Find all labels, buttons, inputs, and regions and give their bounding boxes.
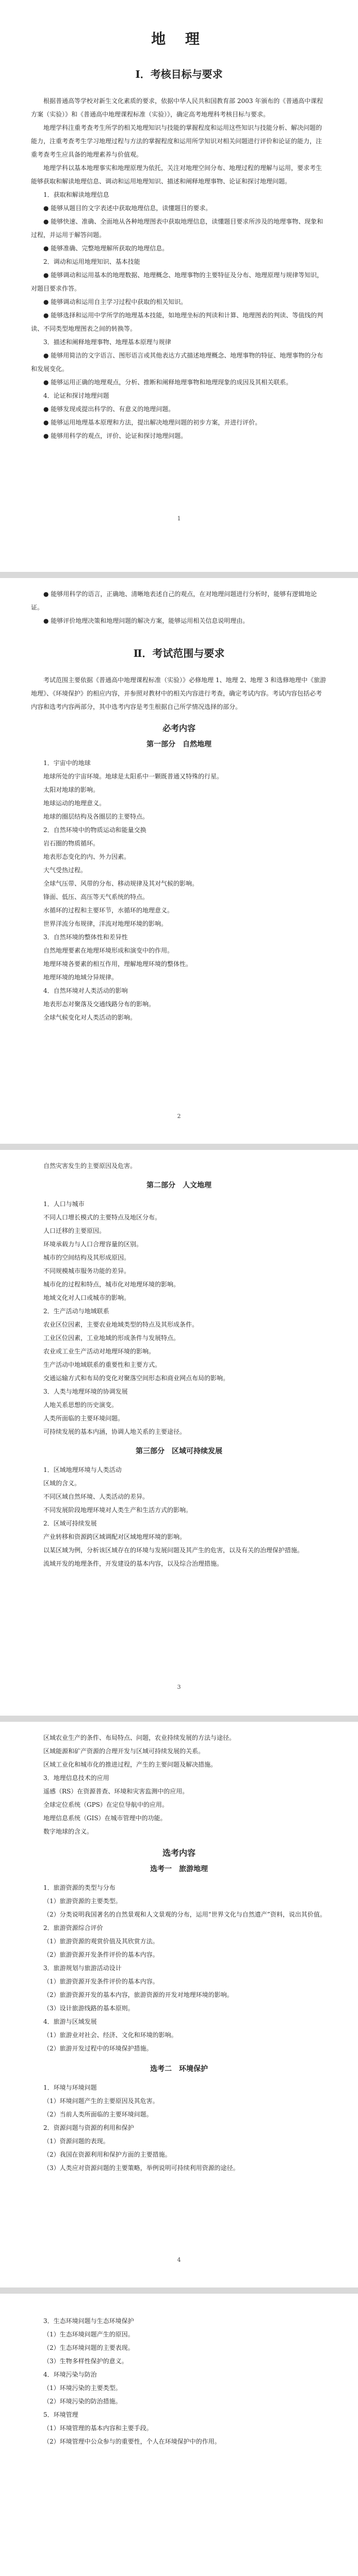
page-separator (0, 2287, 358, 2294)
list-item: 3．地理信息技术的应用 (43, 1774, 109, 1782)
paragraph: 地理学科以基本地理事实和地理原理为依托，关注对地理空间分布、地理过程的理解与运用，要求考生能够获取和解读地理信息、调动和运用地理知识、描述和阐释地理事物、论证和探讨地理问题。 (31, 164, 322, 185)
goal-item: ● 能够用科学的语言，正确地、清晰地表述自己的观点，在对地理问题进行分析时，能够有逻辑地论证。 (31, 590, 317, 611)
elective-2-continued (31, 2314, 327, 2448)
list-item: （1）旅游资源开发条件评价的基本内容。 (43, 1978, 159, 1985)
list-item: （1）环境管理的基本内容和主要手段。 (43, 2425, 153, 2432)
list-item: 3．旅游规划与旅游活动设计 (43, 1964, 122, 1972)
page-4 (0, 1722, 358, 2287)
part-3-title: 第三部分 区域可持续发展 (136, 1447, 222, 1455)
list-item: （2）分类说明我国著名的自然景观和人文景观的分布，运用“世界文化与自然遗产”资料，说出其价值。 (43, 1911, 326, 1918)
list-item: （1）环境问题产生的主要原因及其危害。 (43, 2097, 159, 2105)
goal-item: ● 能够用科学的观点，评价、论证和探讨地理问题。 (43, 432, 187, 439)
list-item: 水循环的过程和主要环节，水循环的地理意义。 (43, 907, 174, 914)
goal-item: ● 能够发现或提出科学的、有意义的地理问题。 (43, 405, 175, 413)
list-item: 流域开发的地理条件，开发建设的基本内容，以及综合治理措施。 (43, 1560, 223, 1567)
list-item: 地理信息系统（GIS）在城市管理中的功能。 (43, 1815, 167, 1822)
page-number: 2 (177, 1113, 181, 1120)
elective-2-content (31, 2081, 327, 2175)
list-item: 环境承载力与人口合理容量的区别。 (43, 1241, 143, 1248)
goal-item: ● 能够用简洁的文字语言、图形语言或其他表达方式描述地理概念、地理事物的特征、地理事物的分布和发展变化。 (31, 352, 323, 372)
list-item: 1．宇宙中的地球 (43, 759, 91, 767)
list-item: 城市化的过程和特点，城市化对地理环境的影响。 (43, 1281, 180, 1288)
list-item: 区域工业化和城市化的推进过程，产生的主要问题及解决措施。 (43, 1761, 217, 1768)
list-item: （1）旅游资源的主要类型。 (43, 1897, 122, 1905)
list-item: 4．环境污染与防治 (43, 2371, 97, 2378)
goal-heading: 4．论证和探讨地理问题 (43, 392, 109, 399)
part-2-title: 第二部分 人文地理 (147, 1181, 211, 1190)
goal-heading: 3．描述和阐释地理事物、地理基本原理与规律 (43, 338, 171, 346)
list-item: 1．区域地理环境与人类活动 (43, 1466, 122, 1473)
list-item: 4．自然环境对人类活动的影响 (43, 987, 128, 994)
list-item: 区域农业生产的条件、布局特点、问题，农业持续发展的方法与途径。 (43, 1734, 236, 1741)
goal-2 (31, 255, 327, 335)
elective-content-title: 选考内容 (162, 1848, 196, 1858)
list-item: （3）人类应对资源问题的主要策略，举例说明可持续利用资源的途径。 (43, 2164, 239, 2172)
list-item: 全球定位系统（GPS）在定位导航中的应用。 (43, 1801, 168, 1808)
goal-item: ● 能够准确、完整地理解所获取的地理信息。 (43, 245, 169, 252)
list-item: 不同发展阶段地理环境对人类生产和生活方式的影响。 (43, 1506, 192, 1514)
list-item: 3．生态环境问题与生态环境保护 (43, 2317, 134, 2325)
list-item: 岩石圈的物质循环。 (43, 840, 100, 847)
list-item: 不同规模城市服务功能的差异。 (43, 1267, 131, 1275)
goal-item: ● 能够从题目的文字表述中获取地理信息，读懂题目的要求。 (43, 205, 212, 212)
document-title: 地 理 (151, 30, 207, 47)
list-item: （1）旅游业对社会、经济、文化和环境的影响。 (43, 2031, 177, 2039)
goal-item: ● 能够调动和运用基本的地理数据、地理概念、地理事物的主要特征及分布、地理原理与规律等知识，对题目要求作答。 (31, 272, 323, 292)
page-1 (0, 0, 358, 572)
list-item: 自然灾害发生的主要原因及危害。 (43, 1162, 137, 1170)
elective-2-title: 选考二 环境保护 (150, 2065, 208, 2073)
list-item: 地理环境各要素的相互作用，理解地理环境的整体性。 (43, 960, 192, 968)
list-item: 地球所处的宇宙环境。地球是太阳系中一颗既普通又特殊的行星。 (43, 773, 223, 780)
page-2 (0, 578, 358, 1144)
list-item: 5．环境管理 (43, 2411, 78, 2418)
list-item: 1．人口与城市 (43, 1200, 85, 1208)
list-item: 产业转移和资源跨区域调配对区域地理环境的影响。 (43, 1533, 186, 1540)
list-item: 生产活动中地域联系的重要性和主要方式。 (43, 1361, 161, 1368)
paragraph: 根据普通高等学校对新生文化素质的要求，依据中华人民共和国教育部 2003 年颁布的《普通高中课程方案（实验）》和《普通高中地理课程标准（实验）》，确定高考地理科考核目标与要求。 (31, 97, 323, 118)
list-item: 锋面、低压、高压等天气系统的特点。 (43, 893, 149, 901)
goal-item: ● 能够运用地理基本原理和方法，提出解决地理问题的初步方案，并进行评价。 (43, 419, 262, 426)
list-item: 人口迁移的主要原因。 (43, 1227, 106, 1234)
part-3-content (31, 1463, 327, 1570)
list-item: 4．旅游与区域发展 (43, 2018, 97, 2025)
part-1-content (31, 756, 327, 1024)
list-item: 全球气候变化对人类活动的影响。 (43, 1014, 137, 1021)
goal-item: ● 能够快速、准确、全面地从各种地理图表中获取地理信息，读懂题目要求所涉及的地理事物、现象和过程，并运用于解答问题。 (31, 218, 323, 239)
list-item: （2）生态环境问题的主要表现。 (43, 2344, 134, 2351)
list-item: 地理环境的地域分异规律。 (43, 974, 118, 981)
section-1-intro (31, 94, 327, 188)
list-item: 不同区域自然环境、人类活动的差异。 (43, 1493, 149, 1500)
goal-heading: 2．调动和运用地理知识、基本技能 (43, 258, 140, 265)
page-number: 3 (177, 1684, 181, 1690)
list-item: 农业或工业生产活动对地理环境的影响。 (43, 1348, 155, 1355)
list-item: 3．人类与地理环境的协调发展 (43, 1388, 128, 1395)
section-title-2: Ⅱ．考试范围与要求 (133, 647, 225, 659)
list-item: 全球气压带、风带的分布、移动规律及其对气候的影响。 (43, 880, 199, 887)
list-item: 太阳对地球的影响。 (43, 786, 100, 793)
list-item: 1．旅游资源的类型与分布 (43, 1884, 116, 1891)
list-item: （2）旅游资源开发条件评价的基本内容。 (43, 1951, 159, 1958)
page-separator (0, 1716, 358, 1722)
paragraph: 考试范围主要依据《普通高中地理课程标准（实验）》必修地理 1、地理 2、地理 3 和选修地理中《旅游地理》、《环境保护》的相应内容，并参照对教材中的相关内容进行考查，确定考试内容。考试内容包括必考内容和选考内容两部分，其中选考内容是考生根据自己所学情况选择的部分。 (31, 676, 327, 710)
list-item: 2．自然环境中的物质运动和能量交换 (43, 826, 147, 834)
list-item: 3．自然环境的整体性和差异性 (43, 934, 128, 941)
part-3-continued (31, 1731, 327, 1838)
list-item: （3）生物多样性保护的意义。 (43, 2358, 128, 2365)
list-item: 交通运输方式和布局的变化对聚落空间形态和商业网点布局的影响。 (43, 1375, 230, 1382)
list-item: 区域的含义。 (43, 1480, 81, 1487)
list-item: 2．旅游资源综合评价 (43, 1924, 103, 1931)
list-item: 2．生产活动与地域联系 (43, 1308, 109, 1315)
part-2-content (31, 1197, 327, 1438)
goal-item: ● 能够运用正确的地理观点，分析、推断和阐释地理事物和地理现象的成因及其相关联系。 (43, 379, 292, 386)
list-item: （2）环境污染的防治措施。 (43, 2398, 122, 2405)
list-item: 地球运动的地理意义。 (43, 800, 106, 807)
elective-1-title: 选考一 旅游地理 (150, 1865, 208, 1873)
page-separator (0, 572, 358, 578)
page-number: 1 (177, 515, 181, 522)
list-item: （3）设计旅游线路的基本原则。 (43, 2005, 134, 2012)
list-item: （1）旅游资源的观赏价值及其欣赏方法。 (43, 1938, 159, 1945)
page-number: 4 (177, 2257, 181, 2263)
goal-4 (31, 389, 327, 443)
list-item: 数字地球的含义。 (43, 1828, 93, 1835)
list-item: 地域文化对人口或城市的影响。 (43, 1294, 131, 1301)
page-5 (0, 2294, 358, 2576)
list-item: 不同人口增长模式的主要特点及地区分布。 (43, 1214, 161, 1221)
elective-1-content (31, 1881, 327, 2055)
list-item: 农业区位因素，主要农业地域类型的特点及其形成条件。 (43, 1321, 199, 1328)
list-item: 世界洋流分布规律，洋流对地理环境的影响。 (43, 920, 168, 927)
list-item: （2）旅游资源开发的基本内容，旅游资源的开发对地理环境的影响。 (43, 1991, 233, 1998)
list-item: 地表形态变化的内、外力因素。 (43, 853, 131, 860)
page-separator (0, 1144, 358, 1150)
list-item: （1）生态环境问题产生的原因。 (43, 2331, 134, 2338)
list-item: 遥感（RS）在资源普查、环境和灾害监测中的应用。 (43, 1788, 189, 1795)
goal-1 (31, 188, 327, 255)
list-item: 人地关系思想的历史演变。 (43, 1401, 118, 1409)
goal-3 (31, 335, 327, 389)
page-3 (0, 1150, 358, 1716)
list-item: （2）旅游开发过程中的环境保护措施。 (43, 2045, 153, 2052)
list-item: （1）资源问题的表现。 (43, 2138, 109, 2145)
list-item: 2．资源问题与资源的利用和保护 (43, 2124, 134, 2131)
list-item: 工业区位因素，工业地域的形成条件与发展特点。 (43, 1334, 180, 1342)
required-content-title: 必考内容 (162, 723, 196, 733)
list-item: （1）环境污染的主要类型。 (43, 2384, 122, 2392)
goal-heading: 1．获取和解读地理信息 (43, 191, 109, 198)
part-1-title: 第一部分 自然地理 (147, 740, 211, 749)
list-item: 大气受热过程。 (43, 867, 87, 874)
goal-item: ● 能够选择和运用中学所学的地理基本技能，如地理坐标的判读和计算、地理图表的判读、等值线的判读、不同类型地理图表之间的转换等。 (31, 312, 323, 332)
section-title-1: Ⅰ．考核目标与要求 (135, 68, 223, 80)
list-item: 人类所面临的主要环境问题。 (43, 1415, 124, 1422)
list-item: 城市的空间结构及其形成原因。 (43, 1254, 131, 1261)
list-item: （2）我国在资源利用和保护方面的主要措施。 (43, 2151, 171, 2158)
list-item: 2．区域可持续发展 (43, 1520, 97, 1527)
list-item: （2）当前人类所面临的主要环境问题。 (43, 2111, 153, 2118)
list-item: 自然地理要素在地理环境形成和演变中的作用。 (43, 947, 174, 954)
paragraph: 地理学科注重考查考生所学的相关地理知识与技能的掌握程度和运用这些知识与技能分析、解决问题的能力，注重考查考生学习地理过程与方法的掌握程度和运用所学知识对相关问题进行评价和论证的能力，注重考查考生应具备的地理素养与价值观。 (31, 124, 322, 158)
list-item: 1．环境与环境问题 (43, 2084, 97, 2091)
list-item: 以某区域为例，分析该区域存在的环境与发展问题及其产生的危害，以及有关的治理保护措施。 (43, 1547, 304, 1554)
goal-item: ● 能够调动和运用自主学习过程中获取的相关知识。 (43, 298, 187, 306)
list-item: 区域能源和矿产资源的合理开发与区域可持续发展的关系。 (43, 1748, 205, 1755)
list-item: 地球的圈层结构及各圈层的主要特点。 (43, 813, 149, 820)
list-item: 地表形态对聚落及交通线路分布的影响。 (43, 1001, 155, 1008)
goal-item: ● 能够评价地理决策和地理问题的解决方案，能够运用相关信息说明理由。 (43, 617, 249, 624)
list-item: （2）环境管理中公众参与的重要性，个人在环境保护中的作用。 (43, 2438, 221, 2445)
list-item: 可持续发展的基本内涵，协调人地关系的主要途径。 (43, 1428, 186, 1435)
